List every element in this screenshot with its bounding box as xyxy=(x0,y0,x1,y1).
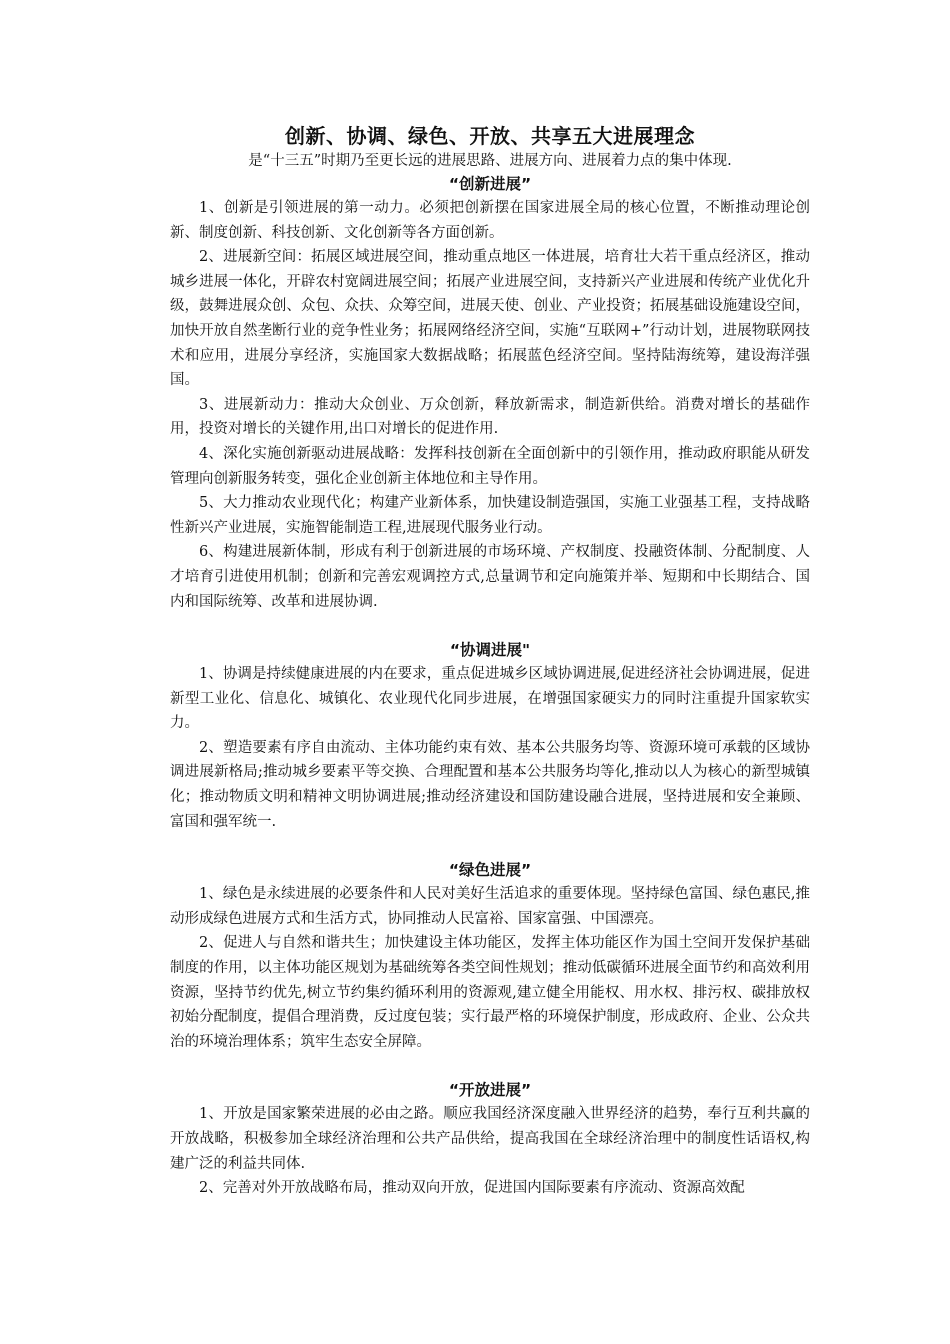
section-heading: “绿色进展” xyxy=(448,861,532,880)
paragraph: 3、进展新动力：推动大众创业、万众创新，释放新需求，制造新供给。消费对增长的基础作用，投资对增长的关键作用,出口对增长的促进作用. xyxy=(170,396,810,438)
document-subtitle: 是“十三五”时期乃至更长远的进展思路、进展方向、进展着力点的集中体现. xyxy=(248,153,732,169)
section-coordination xyxy=(170,638,810,834)
section-heading: “开放进展” xyxy=(448,1081,532,1100)
paragraph: 1、协调是持续健康进展的内在要求，重点促进城乡区域协调进展,促进经济社会协调进展，促进新型工业化、信息化、城镇化、农业现代化同步进展，在增强国家硬实力的同时注重提升国家软实力。 xyxy=(170,666,810,732)
section-green xyxy=(170,858,810,1054)
document-title: 创新、协调、绿色、开放、共享五大进展理念 xyxy=(285,124,695,148)
paragraph: 1、开放是国家繁荣进展的必由之路。顺应我国经济深度融入世界经济的趋势，奉行互利共赢的开放战略，积极参加全球经济治理和公共产品供给，提高我国在全球经济治理中的制度性话语权,构建广泛的利益共同体. xyxy=(170,1106,810,1172)
paragraph: 2、促进人与自然和谐共生；加快建设主体功能区，发挥主体功能区作为国土空间开发保护基础制度的作用，以主体功能区规划为基础统筹各类空间性规划；推动低碳循环进展全面节约和高效利用资源，坚持节约优先,树立节约集约循环利用的资源观,建立健全用能权、用水权、排污权、碳排放权初始分配制度，提倡合理消费，反过度包装；实行最严格的环境保护制度，形成政府、企业、公众共治的环境治理体系；筑牢生态安全屏障。 xyxy=(170,935,810,1050)
paragraph: 2、进展新空间：拓展区域进展空间，推动重点地区一体进展，培育壮大若干重点经济区，推动城乡进展一体化，开辟农村宽阔进展空间；拓展产业进展空间，支持新兴产业进展和传统产业优化升级，鼓舞进展众创、众包、众扶、众筹空间，进展天使、创业、产业投资；拓展基础设施建设空间，加快开放自然垄断行业的竞争性业务；拓展网络经济空间，实施“互联网+”行动计划，进展物联网技术和应用，进展分享经济，实施国家大数据战略；拓展蓝色经济空间。坚持陆海统筹，建设海洋强国。 xyxy=(170,249,810,389)
paragraph: 2、塑造要素有序自由流动、主体功能约束有效、基本公共服务均等、资源环境可承载的区域协调进展新格局;推动城乡要素平等交换、合理配置和基本公共服务均等化,推动以人为核心的新型城镇化；推动物质文明和精神文明协调进展;推动经济建设和国防建设融合进展，坚持进展和安全兼顾、富国和强军统一. xyxy=(170,739,810,830)
document-page xyxy=(170,122,810,1201)
paragraph: 5、大力推动农业现代化；构建产业新体系，加快建设制造强国，实施工业强基工程，支持战略性新兴产业进展，实施智能制造工程,进展现代服务业行动。 xyxy=(170,495,810,536)
section-innovation xyxy=(170,172,810,614)
section-openness xyxy=(170,1078,810,1200)
section-heading: “创新进展” xyxy=(448,175,532,193)
paragraph: 6、构建进展新体制，形成有利于创新进展的市场环境、产权制度、投融资体制、分配制度、人才培育引进使用机制；创新和完善宏观调控方式,总量调节和定向施策并举、短期和中长期结合、国内和国际统筹、改革和进展协调. xyxy=(170,544,810,610)
paragraph: 4、深化实施创新驱动进展战略：发挥科技创新在全面创新中的引领作用，推动政府职能从研发管理向创新服务转变，强化企业创新主体地位和主导作用。 xyxy=(170,445,810,487)
paragraph: 1、创新是引领进展的第一动力。必须把创新摆在国家进展全局的核心位置，不断推动理论创新、制度创新、科技创新、文化创新等各方面创新。 xyxy=(170,200,810,241)
paragraph: 1、绿色是永续进展的必要条件和人民对美好生活追求的重要体现。坚持绿色富国、绿色惠民,推动形成绿色进展方式和生活方式，协同推动人民富裕、国家富强、中国漂亮。 xyxy=(170,886,810,927)
section-heading: “协调进展" xyxy=(449,641,531,660)
paragraph: 2、完善对外开放战略布局，推动双向开放，促进国内国际要素有序流动、资源高效配 xyxy=(199,1180,745,1197)
